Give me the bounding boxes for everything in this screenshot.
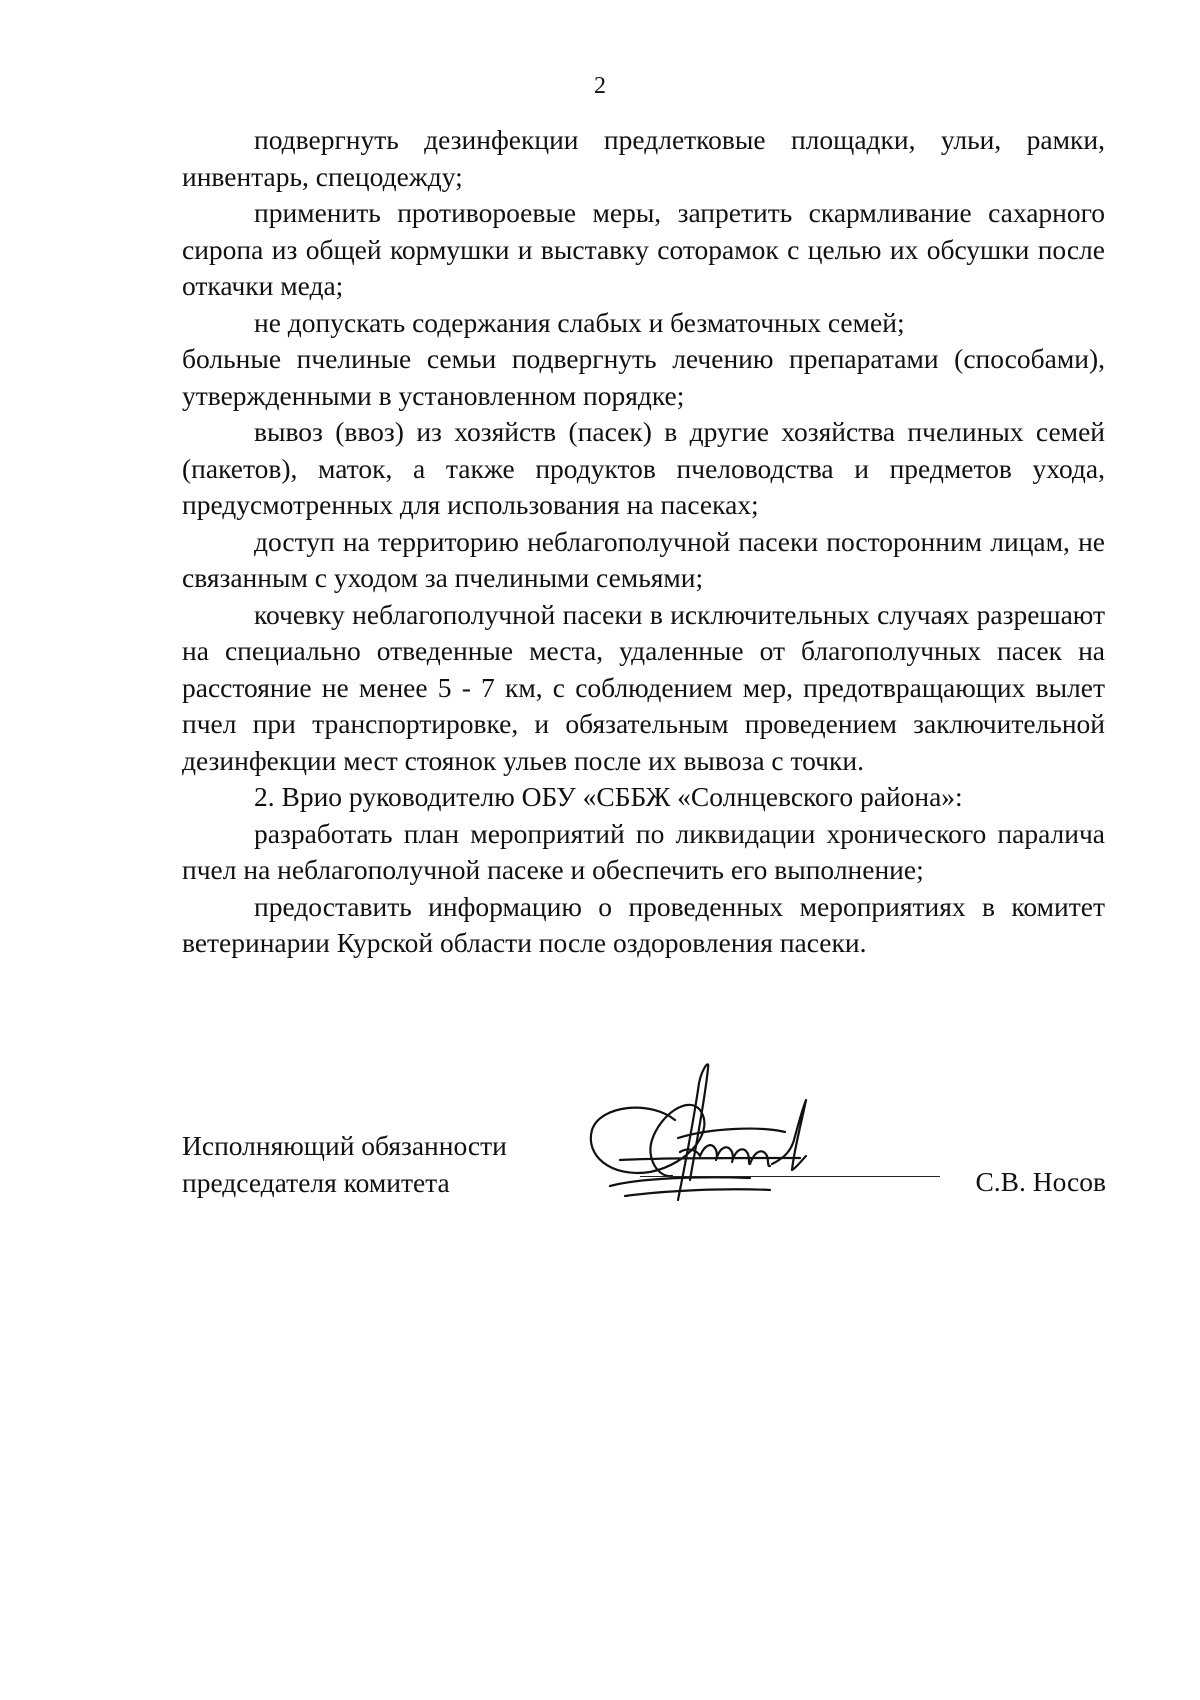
paragraph-access-ban: доступ на территорию неблагополучной пасеки посторонним лицам, не связанным с уходом за пчелиными семьями;: [182, 525, 1105, 593]
signatory-name: С.В. Носов: [975, 1166, 1106, 1197]
body-text: [182, 122, 1105, 962]
paragraph-transport-ban: вывоз (ввоз) из хозяйств (пасек) в другие хозяйства пчелиных семей (пакетов), маток, а также продуктов пчеловодства и предметов ухода, предусмотренных для использования на пасеках;: [182, 416, 1105, 520]
paragraph-report: предоставить информацию о проведенных мероприятиях в комитет ветеринарии Курской области после оздоровления пасеки.: [182, 890, 1105, 958]
paragraph-weak-colonies: не допускать содержания слабых и безматочных семей;: [254, 306, 905, 338]
page-number: 2: [594, 73, 606, 99]
paragraph-treatment: больные пчелиные семьи подвергнуть лечению препаратами (способами), утвержденными в установленном порядке;: [182, 343, 1105, 411]
paragraph-disinfection: подвергнуть дезинфекции предлетковые площадки, ульи, рамки, инвентарь, спецодежду;: [182, 124, 1105, 192]
signature-block: [0, 1060, 1200, 1200]
signature-line: [640, 1176, 940, 1177]
paragraph-action-plan: разработать план мероприятий по ликвидации хронического паралича пчел на неблагополучной пасеке и обеспечить его выполнение;: [182, 817, 1105, 885]
paragraph-anti-swarming: применить противороевые меры, запретить скармливание сахарного сиропа из общей кормушки и выставку соторамок с целью их обсушки после откачки меда;: [182, 197, 1105, 301]
signatory-title: [182, 1128, 507, 1201]
paragraph-migration: кочевку неблагополучной пасеки в исключительных случаях разрешают на специально отведенные места, удаленные от благополучных пасек на расстояние не менее 5 - 7 км, с соблюдением мер, предотвращающих вылет пчел при транспортировке, и обязательным проведением заключительной дезинфекции мест стоянок ульев после их вывоза с точки.: [182, 598, 1105, 776]
handwritten-signature: [580, 1060, 890, 1210]
paragraph-item-2: 2. Врио руководителю ОБУ «СББЖ «Солнцевского района»:: [254, 781, 963, 812]
signatory-title-line-2: председателя комитета: [182, 1166, 450, 1198]
signatory-title-line-1: Исполняющий обязанности: [182, 1130, 507, 1161]
